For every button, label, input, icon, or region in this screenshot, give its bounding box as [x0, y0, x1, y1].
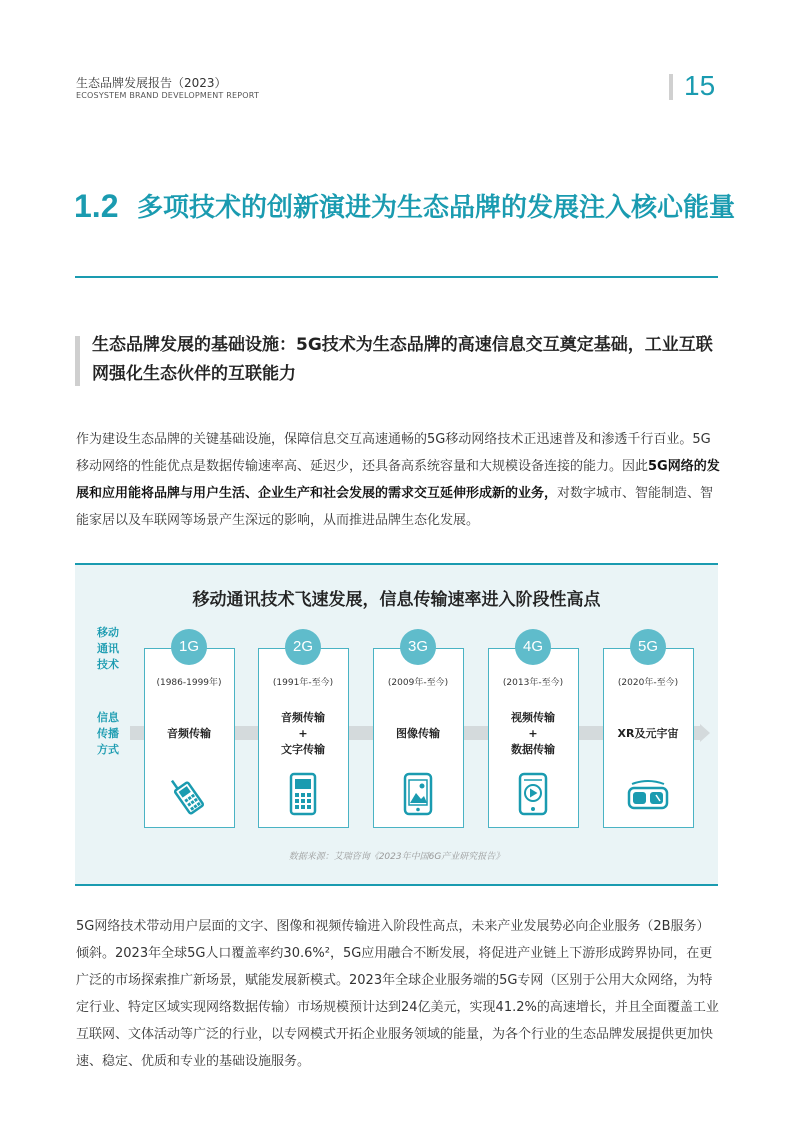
transmission-type: 音频传输: [281, 711, 325, 724]
smartphone-image-icon: [396, 772, 440, 816]
paragraph-text: 对数字城市、智能制造、智能家居以及车联网等场景产生深远的影响，从而推进品牌生态化发展。: [76, 486, 714, 528]
transmission-type: XR及元宇宙: [617, 727, 679, 740]
figure-title: 移动通讯技术飞速发展，信息传输速率进入阶段性高点: [192, 590, 601, 610]
generation-card-4g: [488, 638, 579, 828]
row-label-mobile-tech: 移动 通讯 技术: [97, 626, 119, 671]
report-subtitle: ECOSYSTEM BRAND DEVELOPMENT REPORT: [76, 91, 260, 100]
body-paragraph-1: [76, 426, 721, 534]
generation-period: (1986-1999年): [156, 678, 222, 688]
row-label-transmission: 信息 传播 方式: [97, 711, 119, 756]
section-title: 多项技术的创新演进为生态品牌的发展注入核心能量: [137, 193, 736, 223]
generation-card-1g: [144, 638, 235, 828]
generation-badge: 5G: [630, 629, 666, 665]
transmission-plus: +: [298, 727, 308, 740]
generation-badge: 1G: [171, 629, 207, 665]
generation-period: (1991年-至今): [272, 678, 334, 688]
transmission-type: 数据传输: [511, 743, 555, 756]
subsection-title: 生态品牌发展的基础设施：5G技术为生态品牌的高速信息交互奠定基础，工业互联网强化生态伙伴的互联能力: [92, 335, 713, 384]
timeline-arrow: [700, 724, 710, 742]
body-paragraph-2: 5G网络技术带动用户层面的文字、图像和视频传输进入阶段性高点，未来产业发展势必向企业服务（2B服务）倾斜。2023年全球5G人口覆盖率约30.6%²，5G应用融合不断发展，将促进产业链上下游形成跨界协同，在更广泛的市场探索推广新场景，赋能发展新模式。2023年全球企业服务端的5G专网（区别于公用大众网络，为特定行业、特定区域实现网络数据传输）市场规模预计达到24亿美元，实现41.2%的高速增长，并且全面覆盖工业互联网、文体活动等广泛的行业，以专网模式开拓企业服务领域的能量，为各个行业的生态品牌发展提供更加快速、稳定、优质和专业的基础设施服务。: [76, 919, 719, 1069]
smartphone-video-icon: [511, 772, 555, 816]
subsection-marker: [75, 336, 80, 386]
generation-badge: 4G: [515, 629, 551, 665]
transmission-plus: +: [528, 727, 538, 740]
transmission-type: 音频传输: [167, 727, 211, 740]
section-number: 1.2: [74, 188, 119, 224]
page-number: 15: [684, 70, 716, 101]
report-title: 生态品牌发展报告（2023）: [76, 76, 227, 90]
paragraph-text: 作为建设生态品牌的关键基础设施，保障信息交互高速通畅的5G移动网络技术正迅速普及和渗透千行百业。5G移动网络的性能优点是数据传输速率高、延迟少，还具备高系统容量和大规模设备连接的能力。因此: [76, 432, 711, 474]
mobile-phone-icon: [167, 772, 211, 816]
generation-badge: 3G: [400, 629, 436, 665]
generation-card-3g: [373, 638, 464, 828]
generation-period: (2013年-至今): [502, 678, 564, 688]
generation-period: (2009年-至今): [387, 678, 449, 688]
generation-card-2g: [258, 638, 349, 828]
transmission-type: 视频传输: [511, 711, 555, 724]
generation-badge: 2G: [285, 629, 321, 665]
paragraph-emphasis: 5G网络的发展和应用能将品牌与用户生活、企业生产和社会发展的需求交互延伸形成新的业务，: [76, 459, 720, 501]
vr-headset-icon: [622, 772, 674, 816]
transmission-type: 文字传输: [281, 743, 325, 756]
page-number-divider: [669, 74, 673, 100]
generation-card-5g: [603, 638, 694, 828]
figure-panel: [75, 563, 718, 886]
section-divider: [75, 276, 718, 278]
generation-period: (2020年-至今): [617, 678, 679, 688]
transmission-type: 图像传输: [396, 727, 440, 740]
figure-source: 数据来源：艾瑞咨询《2023年中国6G产业研究报告》: [288, 852, 505, 862]
keypad-phone-icon: [281, 772, 325, 816]
